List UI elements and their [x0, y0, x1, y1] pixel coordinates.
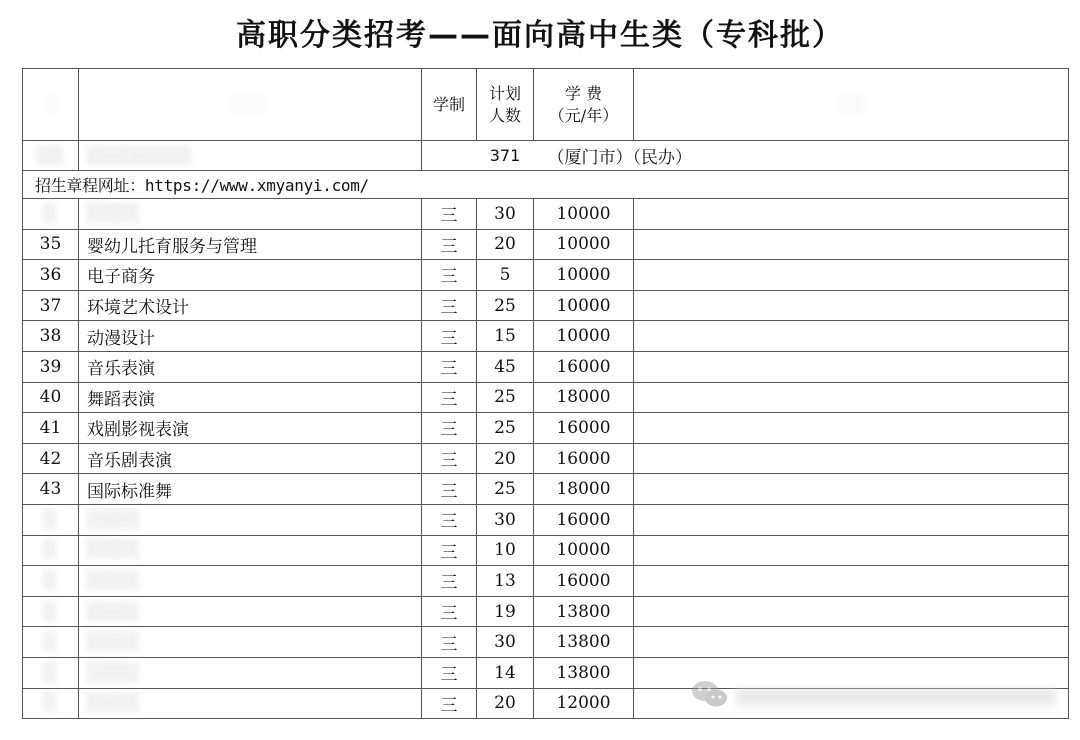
school-info: （厦门市）（民办） — [534, 141, 1069, 171]
row-duration: 三 — [422, 229, 477, 260]
row-remark — [634, 382, 1069, 413]
row-major-name — [79, 535, 422, 566]
row-duration: 三 — [422, 535, 477, 566]
row-number — [23, 688, 79, 719]
watermark-bar — [736, 688, 1056, 706]
row-plan: 15 — [477, 321, 534, 352]
row-plan: 5 — [477, 260, 534, 291]
row-major-name-redacted: ░░░░ — [87, 632, 140, 653]
row-plan: 10 — [477, 535, 534, 566]
row-remark — [634, 535, 1069, 566]
row-major-name — [79, 688, 422, 719]
row-major-name-redacted: ░░░░ — [87, 662, 140, 683]
row-number — [23, 566, 79, 597]
table-row — [23, 535, 1069, 566]
row-duration: 三 — [422, 504, 477, 535]
row-duration: 三 — [422, 413, 477, 444]
row-number-redacted: ░ — [43, 693, 58, 714]
row-duration: 三 — [422, 627, 477, 658]
row-remark — [634, 260, 1069, 291]
table-row — [23, 566, 1069, 597]
row-duration: 三 — [422, 290, 477, 321]
table-row — [23, 199, 1069, 230]
school-name-cell: ░░░░░░░░ — [79, 141, 422, 171]
row-duration: 三 — [422, 382, 477, 413]
row-remark — [634, 199, 1069, 230]
row-plan: 13 — [477, 566, 534, 597]
row-fee: 12000 — [534, 688, 634, 719]
table-row — [23, 596, 1069, 627]
table-header-row — [23, 69, 1069, 141]
row-remark — [634, 321, 1069, 352]
header-fee-line2: （元/年） — [548, 105, 619, 125]
row-remark — [634, 443, 1069, 474]
table-row — [23, 290, 1069, 321]
row-fee: 16000 — [534, 504, 634, 535]
row-remark — [634, 596, 1069, 627]
header-duration: 学制 — [422, 69, 477, 141]
row-fee: 16000 — [534, 413, 634, 444]
table-row — [23, 260, 1069, 291]
row-fee: 13800 — [534, 596, 634, 627]
row-duration: 三 — [422, 688, 477, 719]
row-major-name: 舞蹈表演 — [79, 382, 422, 413]
row-plan: 45 — [477, 351, 534, 382]
school-url-link[interactable]: https://www.xmyanyi.com/ — [144, 176, 369, 195]
row-plan: 30 — [477, 199, 534, 230]
row-fee: 18000 — [534, 474, 634, 505]
row-major-name — [79, 566, 422, 597]
header-fee-line1: 学 费 — [564, 83, 603, 103]
row-number: 43 — [23, 474, 79, 505]
row-major-name: 婴幼儿托育服务与管理 — [79, 229, 422, 260]
school-code-cell: ░░ — [23, 141, 79, 171]
row-number-redacted: ░ — [43, 570, 58, 591]
row-plan: 30 — [477, 627, 534, 658]
table-row — [23, 443, 1069, 474]
row-number: 38 — [23, 321, 79, 352]
row-major-name: 动漫设计 — [79, 321, 422, 352]
row-remark — [634, 504, 1069, 535]
table-row — [23, 657, 1069, 688]
header-number-cell: ░ — [23, 69, 79, 141]
row-number: 42 — [23, 443, 79, 474]
row-number-redacted: ░ — [43, 601, 58, 622]
row-plan: 20 — [477, 229, 534, 260]
row-major-name: 环境艺术设计 — [79, 290, 422, 321]
row-fee: 16000 — [534, 443, 634, 474]
row-major-name — [79, 596, 422, 627]
row-fee: 10000 — [534, 199, 634, 230]
row-number — [23, 657, 79, 688]
row-number — [23, 504, 79, 535]
row-major-name — [79, 657, 422, 688]
row-number: 35 — [23, 229, 79, 260]
row-number: 41 — [23, 413, 79, 444]
row-remark — [634, 627, 1069, 658]
row-major-name: 国际标准舞 — [79, 474, 422, 505]
row-duration: 三 — [422, 199, 477, 230]
row-plan: 14 — [477, 657, 534, 688]
header-plan-line1: 计划 — [488, 83, 521, 103]
row-number: 40 — [23, 382, 79, 413]
row-major-name: 戏剧影视表演 — [79, 413, 422, 444]
row-plan: 25 — [477, 382, 534, 413]
table-row — [23, 321, 1069, 352]
table-row — [23, 627, 1069, 658]
row-number-redacted: ░ — [43, 509, 58, 530]
row-fee: 10000 — [534, 260, 634, 291]
row-major-name-redacted: ░░░░ — [87, 570, 140, 591]
row-major-name-redacted: ░░░░ — [87, 601, 140, 622]
row-fee: 10000 — [534, 535, 634, 566]
row-major-name — [79, 504, 422, 535]
row-number-redacted: ░ — [43, 632, 58, 653]
row-number-redacted: ░ — [43, 203, 58, 224]
enrollment-table — [22, 68, 1069, 719]
row-plan: 25 — [477, 290, 534, 321]
row-fee: 13800 — [534, 657, 634, 688]
school-url-row — [23, 171, 1069, 199]
row-remark — [634, 290, 1069, 321]
row-fee: 18000 — [534, 382, 634, 413]
school-row — [23, 141, 1069, 171]
row-remark — [634, 413, 1069, 444]
url-label: 招生章程网址： — [35, 176, 145, 195]
row-major-name — [79, 199, 422, 230]
table-row — [23, 504, 1069, 535]
row-duration: 三 — [422, 474, 477, 505]
row-fee: 10000 — [534, 321, 634, 352]
row-plan: 25 — [477, 413, 534, 444]
row-plan: 20 — [477, 443, 534, 474]
row-fee: 10000 — [534, 229, 634, 260]
row-number: 37 — [23, 290, 79, 321]
table-row — [23, 413, 1069, 444]
row-plan: 25 — [477, 474, 534, 505]
row-number-redacted: ░ — [43, 662, 58, 683]
school-url-cell — [23, 171, 1069, 199]
row-remark — [634, 474, 1069, 505]
row-major-name: 音乐表演 — [79, 351, 422, 382]
header-plan-line2: 人数 — [488, 105, 521, 125]
row-number: 36 — [23, 260, 79, 291]
row-major-name: 音乐剧表演 — [79, 443, 422, 474]
table-row — [23, 351, 1069, 382]
row-plan: 19 — [477, 596, 534, 627]
row-plan: 20 — [477, 688, 534, 719]
row-major-name-redacted: ░░░░ — [87, 693, 140, 714]
row-duration: 三 — [422, 321, 477, 352]
row-duration: 三 — [422, 351, 477, 382]
row-duration: 三 — [422, 443, 477, 474]
row-duration: 三 — [422, 596, 477, 627]
row-remark — [634, 229, 1069, 260]
row-number — [23, 535, 79, 566]
header-plan — [477, 69, 534, 141]
table-row — [23, 382, 1069, 413]
header-fee — [534, 69, 634, 141]
row-fee: 16000 — [534, 351, 634, 382]
page-title: 高职分类招考——面向高中生类（专科批） — [236, 18, 844, 53]
row-fee: 16000 — [534, 566, 634, 597]
row-number: 39 — [23, 351, 79, 382]
header-name-cell: ░░░ — [79, 69, 422, 141]
row-number — [23, 627, 79, 658]
row-plan: 30 — [477, 504, 534, 535]
row-major-name — [79, 627, 422, 658]
row-remark — [634, 566, 1069, 597]
row-major-name: 电子商务 — [79, 260, 422, 291]
row-fee: 10000 — [534, 290, 634, 321]
table-row — [23, 474, 1069, 505]
row-major-name-redacted: ░░░░ — [87, 203, 140, 224]
table-row — [23, 229, 1069, 260]
school-plan-total: 371 — [477, 141, 534, 171]
row-duration: 三 — [422, 566, 477, 597]
row-number-redacted: ░ — [43, 540, 58, 561]
wechat-icon — [690, 678, 730, 710]
row-major-name-redacted: ░░░░ — [87, 540, 140, 561]
row-number — [23, 596, 79, 627]
row-remark — [634, 351, 1069, 382]
row-major-name-redacted: ░░░░ — [87, 509, 140, 530]
row-number — [23, 199, 79, 230]
row-fee: 13800 — [534, 627, 634, 658]
row-duration: 三 — [422, 657, 477, 688]
row-duration: 三 — [422, 260, 477, 291]
header-remark-cell: ░░ — [634, 69, 1069, 141]
